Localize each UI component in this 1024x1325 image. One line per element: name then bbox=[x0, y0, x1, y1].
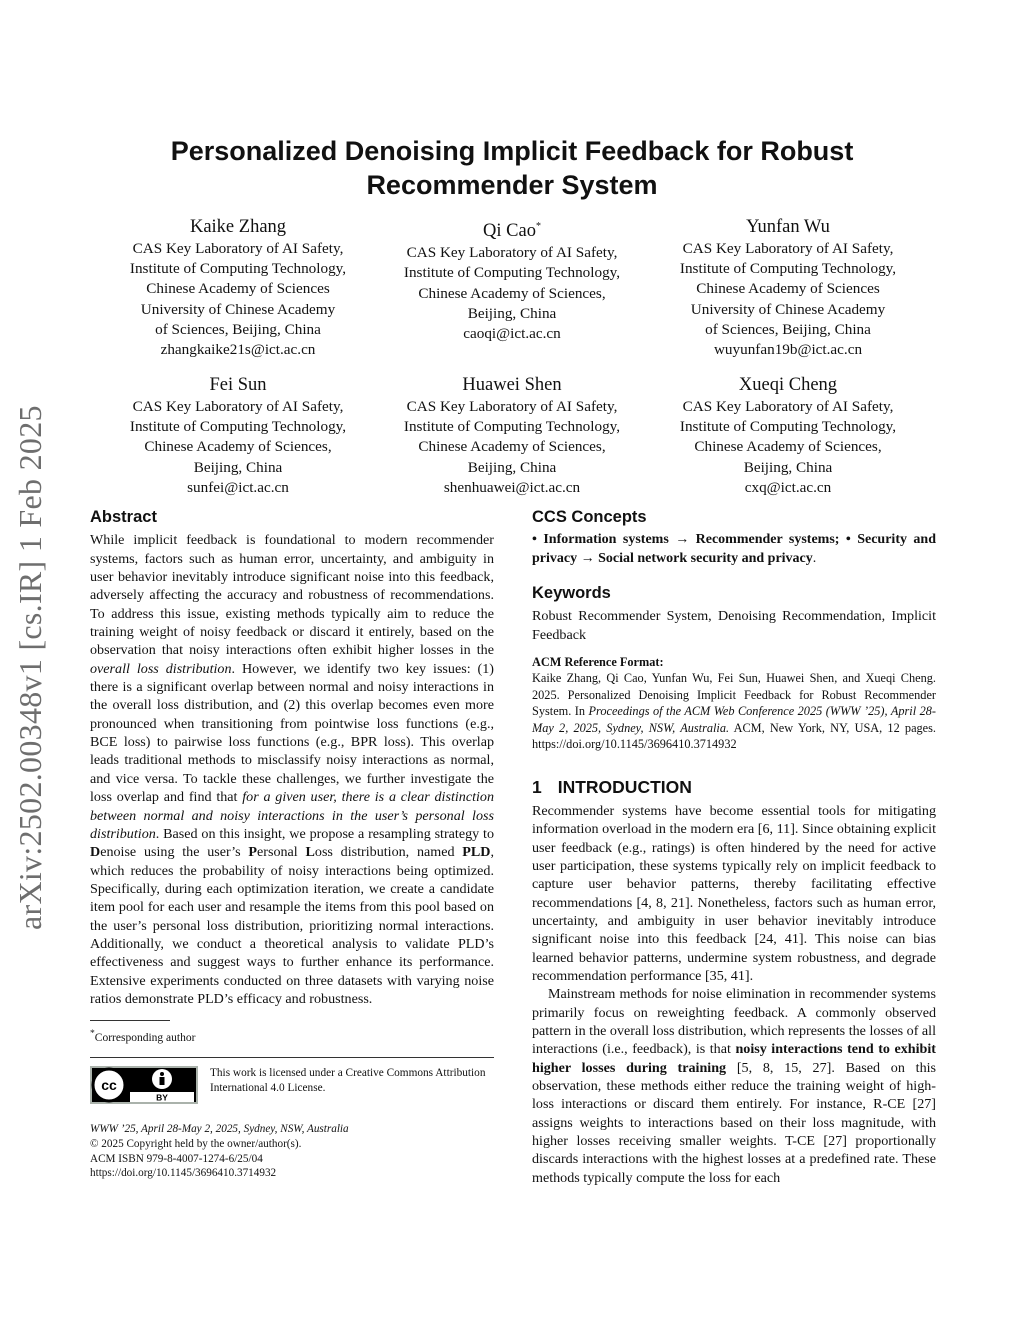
publication-info bbox=[90, 1122, 494, 1180]
affiliation-line: Institute of Computing Technology, bbox=[129, 418, 347, 436]
arxiv-identifier: arXiv:2502.00348v1 [cs.IR] 1 Feb 2025 bbox=[12, 405, 48, 930]
abstract-heading: Abstract bbox=[90, 508, 157, 526]
acm-ref-heading: ACM Reference Format: bbox=[532, 655, 664, 670]
left-column bbox=[90, 508, 494, 1181]
affiliation-line: Chinese Academy of Sciences bbox=[146, 280, 330, 298]
affiliation-line: CAS Key Laboratory of AI Safety, bbox=[132, 398, 344, 415]
author-email[interactable]: zhangkaike21s@ict.ac.cn bbox=[160, 341, 316, 359]
author-email[interactable]: sunfei@ict.ac.cn bbox=[187, 478, 289, 496]
venue: WWW ’25, April 28-May 2, 2025, Sydney, NSW, Australia bbox=[90, 1123, 349, 1136]
acm-ref-text: Kaike Zhang, Qi Cao, Yunfan Wu, Fei Sun, Huawei Shen, and Xueqi Cheng. 2025. Personalized Denoising Implicit Feedback for Robust Recommender System. In Proceedings of the ACM Web Conference 2025 (WWW ’25), April 28-May 2, 2025, Sydney, NSW, Australia. ACM, New York, NY, USA, 12 pages. https://doi.org/10.1145/3696410.3714932 bbox=[532, 671, 936, 752]
footnote: *Corresponding author bbox=[90, 1028, 196, 1045]
author-block bbox=[367, 215, 657, 344]
affiliation-line: of Sciences, Beijing, China bbox=[705, 320, 871, 338]
author-name: Kaike Zhang bbox=[189, 217, 287, 237]
author-block bbox=[367, 373, 657, 498]
author-name: Fei Sun bbox=[209, 375, 267, 395]
license-text: This work is licensed under a Creative Commons Attribution International 4.0 License. bbox=[210, 1067, 486, 1094]
keywords-text: Robust Recommender System, Denoising Recommendation, Implicit Feedback bbox=[532, 608, 936, 643]
affiliation-line: University of Chinese Academy bbox=[690, 300, 886, 318]
affiliation-line: CAS Key Laboratory of AI Safety, bbox=[406, 244, 618, 262]
affiliation-line: CAS Key Laboratory of AI Safety, bbox=[682, 398, 894, 415]
author-name: Xueqi Cheng bbox=[738, 375, 838, 395]
cc-label: cc bbox=[101, 1077, 117, 1094]
intro-heading: 1 INTRODUCTION bbox=[532, 776, 692, 797]
by-label: BY bbox=[156, 1092, 168, 1103]
affiliation-line: Chinese Academy of Sciences, bbox=[418, 284, 606, 302]
affiliation-line: CAS Key Laboratory of AI Safety, bbox=[406, 398, 618, 415]
author-block bbox=[93, 215, 383, 360]
author-email[interactable]: caoqi@ict.ac.cn bbox=[463, 324, 561, 342]
author-email[interactable]: wuyunfan19b@ict.ac.cn bbox=[713, 341, 863, 359]
intro-paragraph: Recommender systems have become essential tools for mitigating information overload in the modern era [6, 11]. Since obtaining explicit user feedback (e.g., ratings) is often hindered by the need for active user participation, these systems typically rely on implicit feedback to capture user behavior patterns, thereby facilitating effective recommendations [4, 8, 21]. Nonetheless, factors such as human error, uncertainty, and ambiguity in user behavior inevitably introduce significant noise into this feedback [24, 41]. This noise can bias learned behavior patterns, undermine system robustness, and degrade recommendation performance [35, 41]. bbox=[532, 802, 936, 984]
intro-paragraph: Mainstream methods for noise elimination in recommender systems primarily focus on reweighting feedback. A commonly observed pattern in the overall loss distribution, which represents the losses of all interactions (i.e., feedback), is that noisy interactions tend to exhibit higher losses during training [5, 8, 15, 27]. Based on this observation, these methods either reduce the training weight of high-loss interactions or discard them entirely. For instance, R-CE [27] assigns weights to interactions based on their loss magnitude, with higher losses receiving smaller weights. T-CE [27] proportionally discards interactions with the highest losses at a predefined rate. These methods typically compute the loss for each bbox=[532, 986, 937, 1186]
affiliation-line: Chinese Academy of Sciences, bbox=[418, 438, 606, 456]
affiliation-line: Institute of Computing Technology, bbox=[679, 418, 897, 436]
ccs-text: • Information systems → Recommender systems; • Security and privacy → Social network security and privacy. bbox=[532, 532, 936, 566]
license-block bbox=[90, 1057, 494, 1104]
affiliation-line: Chinese Academy of Sciences bbox=[696, 280, 880, 298]
cc-by-license-icon[interactable] bbox=[90, 1066, 198, 1104]
affiliation-line: Chinese Academy of Sciences, bbox=[694, 438, 882, 456]
affiliation-line: CAS Key Laboratory of AI Safety, bbox=[132, 240, 344, 257]
author-name: Yunfan Wu bbox=[746, 217, 830, 237]
title-line-1: Personalized Denoising Implicit Feedback for Robust bbox=[170, 136, 854, 166]
affiliation-line: CAS Key Laboratory of AI Safety, bbox=[682, 240, 894, 257]
ccs-heading: CCS Concepts bbox=[532, 508, 647, 526]
abstract-text: While implicit feedback is foundational to modern recommender systems, factors such as human error, uncertainty, and ambiguity in user behavior inevitably introduce significant noise into this feedback, adversely affecting the accuracy and robustness of recommendations. To address this issue, existing methods typically aim to reduce the training weight of noisy feedback or discard it entirely, based on the observation that noisy interactions often exhibit higher losses in the overall loss distribution. However, we identify two key issues: (1) there is a significant overlap between normal and noisy interactions in the overall loss distribution, and (2) this overlap becomes even more pronounced when transitioning from pointwise loss functions (e.g., BCE loss) to pairwise loss functions (e.g., BPR loss). This overlap leads traditional methods to misclassify noisy interactions as normal, and vice versa. To tackle these challenges, we further investigate the loss overlap and find that for a given user, there is a clear distinction between normal and noisy interactions in the user’s personal loss distribution. Based on this insight, we propose a resampling strategy to Denoise using the user’s Personal Loss distribution, named PLD, which reduces the probability of noisy interactions being optimized. Specifically, during each optimization iteration, we create a candidate item pool for each user and resample the items from this pool based on the user’s personal loss distribution, prioritizing normal interactions. Additionally, we conduct a theoretical analysis to validate PLD’s effectiveness and suggest ways to further enhance its performance. Extensive experiments conducted on three datasets with varying noise ratios demonstrate PLD’s efficacy and robustness. bbox=[90, 532, 494, 1007]
isbn: ACM ISBN 979-8-4007-1274-6/25/04 bbox=[90, 1152, 263, 1165]
author-block bbox=[643, 373, 933, 498]
author-email[interactable]: cxq@ict.ac.cn bbox=[744, 478, 832, 496]
affiliation-line: of Sciences, Beijing, China bbox=[155, 320, 321, 338]
footnote-rule bbox=[90, 1020, 170, 1021]
affiliation-line: University of Chinese Academy bbox=[140, 300, 336, 318]
author-email[interactable]: shenhuawei@ict.ac.cn bbox=[443, 478, 581, 496]
affiliation-line: Institute of Computing Technology, bbox=[403, 264, 621, 282]
title-line-2: Recommender System bbox=[366, 170, 658, 200]
affiliation-line: Institute of Computing Technology, bbox=[679, 260, 897, 278]
acm-reference bbox=[532, 654, 936, 752]
right-column bbox=[532, 508, 936, 1187]
paper-title bbox=[110, 134, 914, 202]
author-block bbox=[643, 215, 933, 360]
affiliation-line: Beijing, China bbox=[467, 304, 557, 322]
affiliation-line: Institute of Computing Technology, bbox=[129, 260, 347, 278]
keywords-heading: Keywords bbox=[532, 584, 611, 603]
copyright: © 2025 Copyright held by the owner/author(s). bbox=[90, 1138, 302, 1151]
affiliation-line: Chinese Academy of Sciences, bbox=[144, 438, 332, 456]
author-name: Qi Cao bbox=[483, 221, 536, 242]
affiliation-line: Beijing, China bbox=[193, 458, 283, 476]
author-name: Huawei Shen bbox=[462, 375, 562, 395]
corresponding-mark: * bbox=[535, 221, 541, 232]
affiliation-line: Beijing, China bbox=[467, 458, 557, 476]
affiliation-line: Beijing, China bbox=[743, 458, 833, 476]
author-block bbox=[93, 373, 383, 498]
doi-link[interactable]: https://doi.org/10.1145/3696410.3714932 bbox=[90, 1167, 277, 1180]
affiliation-line: Institute of Computing Technology, bbox=[403, 418, 621, 436]
